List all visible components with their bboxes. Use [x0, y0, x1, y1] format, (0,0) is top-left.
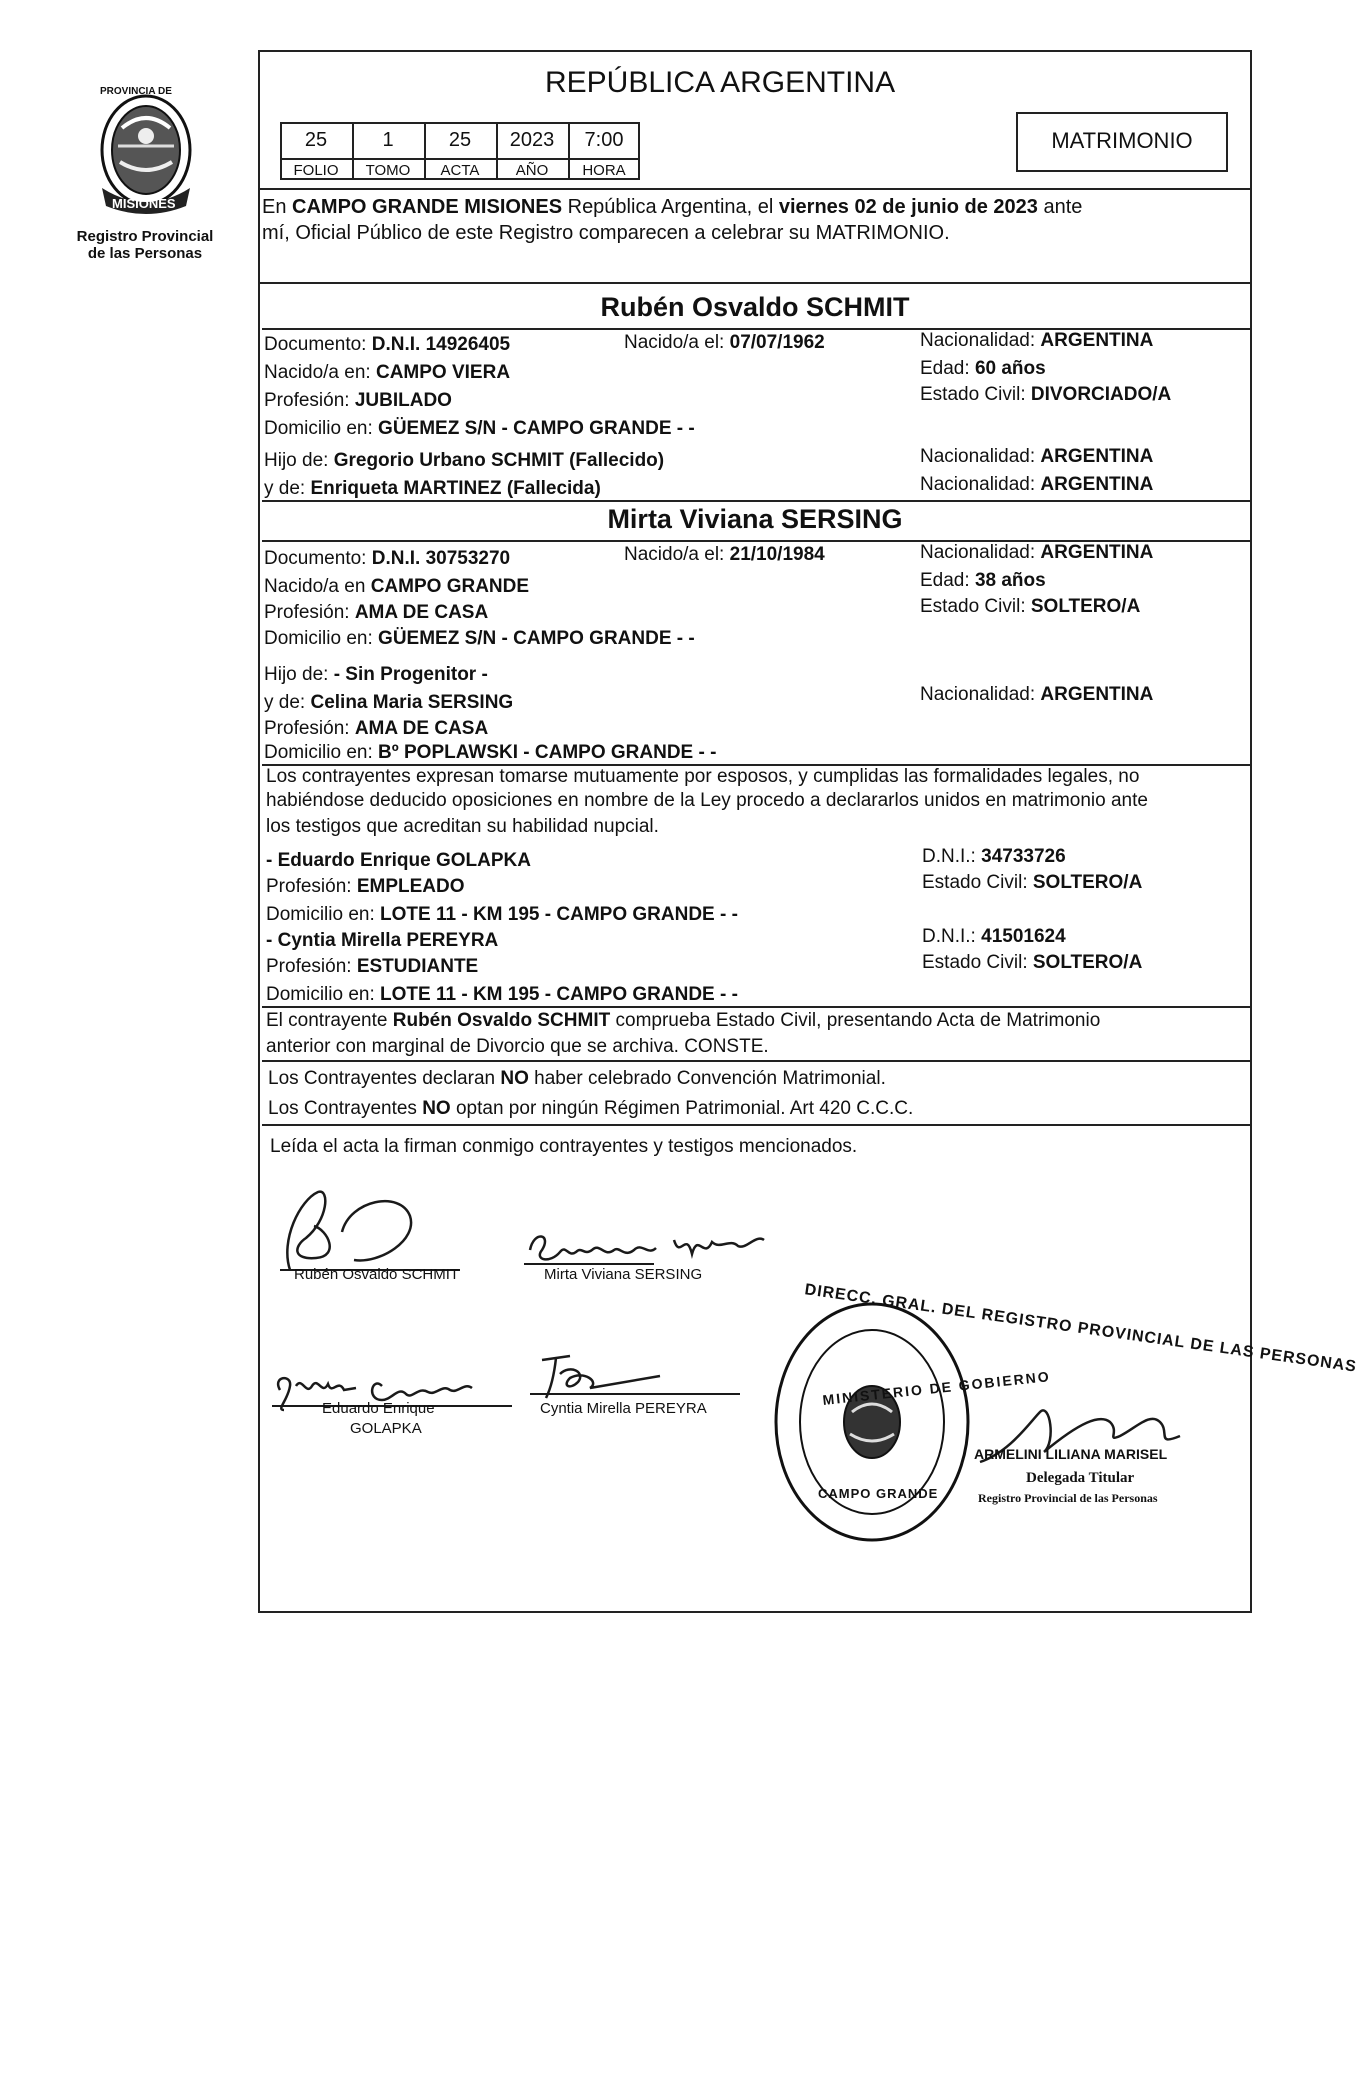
bride-profession: Profesión: AMA DE CASA — [264, 602, 489, 623]
seal-inner-text: MINISTERIO DE GOBIERNO — [821, 1368, 1052, 1408]
hour-label: HORA — [582, 162, 626, 179]
bride-mother-address: Domicilio en: Bº POPLAWSKI - CAMPO GRANDE - - — [264, 742, 717, 763]
bride-mother-nationality: Nacionalidad: ARGENTINA — [920, 684, 1154, 705]
witness1-civil-status: Estado Civil: SOLTERO/A — [922, 872, 1143, 893]
tomo-label: TOMO — [365, 162, 411, 179]
declaration-line3: los testigos que acreditan su habilidad nupcial. — [266, 816, 659, 837]
act-type: MATRIMONIO — [1051, 128, 1193, 153]
official-office: Registro Provincial de las Personas — [978, 1491, 1158, 1505]
logo-bottom-text: MISIONES — [112, 196, 176, 211]
bride-mother: y de: Celina Maria SERSING — [264, 692, 514, 713]
bride-birthdate: Nacido/a el: 21/10/1984 — [624, 544, 825, 565]
groom-signature — [270, 1180, 490, 1280]
civil-proof-line1: El contrayente Rubén Osvaldo SCHMIT comprueba Estado Civil, presentando Acta de Matrimonio — [266, 1010, 1101, 1031]
civil-proof-line2: anterior con marginal de Divorcio que se archiva. CONSTE. — [266, 1036, 769, 1057]
witness1-profession: Profesión: EMPLEADO — [266, 876, 465, 897]
bride-birthplace: Nacido/a en CAMPO GRANDE — [264, 576, 530, 597]
witness2-dni: D.N.I.: 41501624 — [922, 926, 1066, 947]
witness1-signature-caption-line1: Eduardo Enrique — [322, 1400, 435, 1417]
witness1-signature-caption-line2: GOLAPKA — [350, 1420, 422, 1437]
groom-mother: y de: Enriqueta MARTINEZ (Fallecida) — [264, 478, 601, 499]
folio-value: 25 — [304, 129, 328, 151]
witness2-signature-caption: Cyntia Mirella PEREYRA — [540, 1400, 707, 1417]
registry-name-line1: Registro Provincial — [76, 228, 214, 245]
groom-birthdate: Nacido/a el: 07/07/1962 — [624, 332, 825, 353]
folio-label: FOLIO — [293, 162, 339, 179]
witness2-signature — [530, 1346, 750, 1406]
closing-statement: Leída el acta la firman conmigo contrayentes y testigos mencionados. — [270, 1136, 858, 1157]
registry-name-line2: de las Personas — [87, 245, 203, 262]
groom-document: Documento: D.N.I. 14926405 — [264, 334, 511, 355]
intro-line2: mí, Oficial Público de este Registro comparecen a celebrar su MATRIMONIO. — [262, 222, 950, 244]
witness2-profession: Profesión: ESTUDIANTE — [266, 956, 479, 977]
bride-document: Documento: D.N.I. 30753270 — [264, 548, 511, 569]
seal-bottom-text: CAMPO GRANDE — [818, 1486, 939, 1501]
witness2-civil-status: Estado Civil: SOLTERO/A — [922, 952, 1143, 973]
tomo-value: 1 — [382, 129, 394, 151]
hour-value: 7:00 — [584, 129, 624, 151]
groom-signature-caption: Rubén Osvaldo SCHMIT — [294, 1266, 460, 1283]
acta-value: 25 — [448, 129, 472, 151]
declaration-line2: habiéndose deducido oposiciones en nombre de la Ley procedo a declararlos unidos en matrimonio ante — [266, 790, 1148, 811]
groom-age: Edad: 60 años — [920, 358, 1046, 379]
official-role: Delegada Titular — [1026, 1470, 1135, 1486]
bride-mother-profession: Profesión: AMA DE CASA — [264, 718, 489, 739]
seal-outer-text: DIRECC. GRAL. DEL REGISTRO PROVINCIAL DE LAS PERSONAS — [803, 1281, 1358, 1376]
bride-civil-status: Estado Civil: SOLTERO/A — [920, 596, 1141, 617]
groom-profession: Profesión: JUBILADO — [264, 390, 452, 411]
bride-signature-caption: Mirta Viviana SERSING — [544, 1266, 703, 1283]
declaration-line1: Los contrayentes expresan tomarse mutuamente por esposos, y cumplidas las formalidades legales, no — [266, 766, 1140, 787]
year-value: 2023 — [509, 129, 555, 151]
logo-top-text: PROVINCIA DE — [100, 86, 172, 97]
convention-statement: Los Contrayentes declaran NO haber celebrado Convención Matrimonial. — [268, 1068, 886, 1089]
registry-seal — [772, 1300, 972, 1544]
bride-father: Hijo de: - Sin Progenitor - — [264, 664, 488, 685]
groom-father: Hijo de: Gregorio Urbano SCHMIT (Fallecido) — [264, 450, 665, 471]
bride-nationality: Nacionalidad: ARGENTINA — [920, 542, 1154, 563]
country-title: REPÚBLICA ARGENTINA — [545, 66, 896, 99]
groom-father-nationality: Nacionalidad: ARGENTINA — [920, 446, 1154, 467]
bride-signature — [524, 1220, 774, 1270]
groom-nationality: Nacionalidad: ARGENTINA — [920, 330, 1154, 351]
year-label: AÑO — [515, 162, 549, 179]
witness2-address: Domicilio en: LOTE 11 - KM 195 - CAMPO GRANDE - - — [266, 984, 738, 1005]
witness1-dni: D.N.I.: 34733726 — [922, 846, 1066, 867]
groom-address: Domicilio en: GÜEMEZ S/N - CAMPO GRANDE - - — [264, 418, 695, 439]
intro-line1: En CAMPO GRANDE MISIONES República Argentina, el viernes 02 de junio de 2023 ante — [262, 196, 1083, 218]
bride-address: Domicilio en: GÜEMEZ S/N - CAMPO GRANDE - - — [264, 628, 695, 649]
bride-name: Mirta Viviana SERSING — [607, 504, 903, 534]
official-name: ARMELINI LILIANA MARISEL — [974, 1446, 1168, 1462]
witness1-name: - Eduardo Enrique GOLAPKA — [266, 850, 531, 871]
groom-name: Rubén Osvaldo SCHMIT — [600, 292, 910, 322]
regime-statement: Los Contrayentes NO optan por ningún Régimen Patrimonial. Art 420 C.C.C. — [268, 1098, 914, 1119]
acta-label: ACTA — [440, 162, 480, 179]
groom-birthplace: Nacido/a en: CAMPO VIERA — [264, 362, 511, 383]
groom-civil-status: Estado Civil: DIVORCIADO/A — [920, 384, 1172, 405]
witness2-name: - Cyntia Mirella PEREYRA — [266, 930, 499, 951]
witness1-address: Domicilio en: LOTE 11 - KM 195 - CAMPO GRANDE - - — [266, 904, 738, 925]
groom-mother-nationality: Nacionalidad: ARGENTINA — [920, 474, 1154, 495]
bride-age: Edad: 38 años — [920, 570, 1046, 591]
